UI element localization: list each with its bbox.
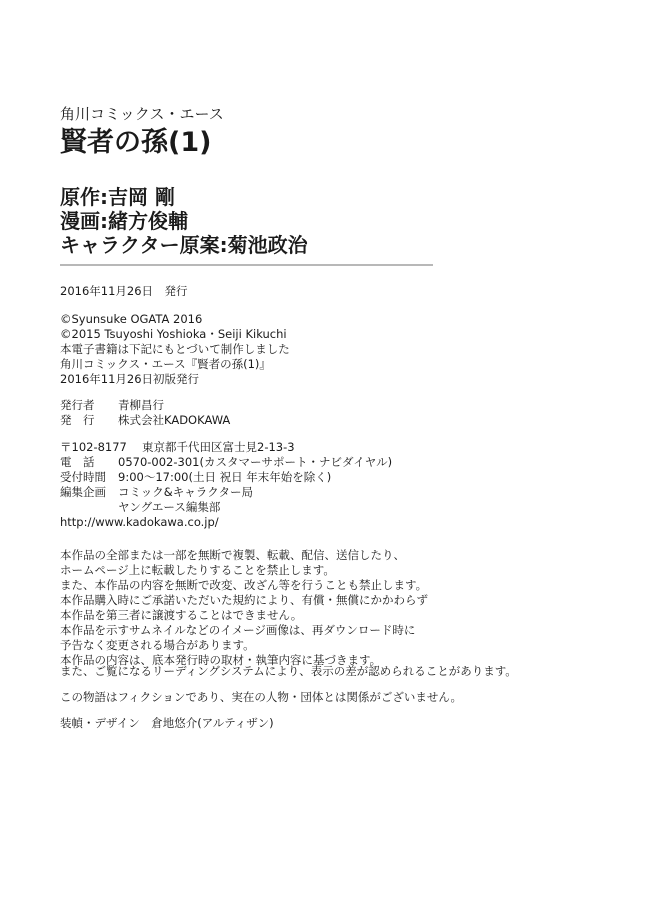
release-date-text: 2016年11月26日 発行 [60,284,188,298]
publisher-row [60,413,230,428]
copyright-line: 2016年11月26日初版発行 [60,372,200,386]
notice-line: 本作品の内容は、底本発行時の取材・執筆内容に基づきます。 [60,653,382,667]
publisher-key: 発 行 [60,413,95,427]
notice-line: 本作品を第三者に譲渡することはできません。 [60,608,303,622]
divider [60,264,433,266]
address-key [60,500,118,515]
notice-line: また、本作品の内容を無断で改変、改ざん等を行うことも禁止します。 [60,578,428,592]
address-value: ヤングエース編集部 [118,500,221,514]
postal-code: 〒102-8177 [60,440,127,454]
credit-original-author: 原作:吉岡 剛 [60,185,175,209]
postal-address: 東京都千代田区富士見2-13-3 [142,440,295,454]
series-label: 角川コミックス・エース [60,105,224,123]
credits [60,185,308,257]
publisher-value: 株式会社KADOKAWA [118,413,231,427]
publisher-block [60,398,230,428]
publisher-key: 発行者 [60,398,95,412]
book-title: 賢者の孫(1) [60,127,212,158]
address-row [60,485,392,500]
website-url: http://www.kadokawa.co.jp/ [60,515,219,529]
notice-line: ホームページ上に転載したりすることを禁止します。 [60,563,335,577]
address-row [60,440,392,455]
credit-manga-artist: 漫画:緒方俊輔 [60,209,188,233]
notices-block [60,548,428,668]
copyright-line: ©Syunsuke OGATA 2016 [60,312,203,326]
address-block [60,440,392,530]
credit-character-design: キャラクター原案:菊池政治 [60,233,308,257]
notice-line: 本作品を示すサムネイルなどのイメージ画像は、再ダウンロード時に [60,623,416,637]
notice-line: 予告なく変更される場合があります。 [60,638,255,652]
notice-line: 本作品購入時にご承諾いただいた規約により、有償・無償にかかわらず [60,593,428,607]
address-value: 9:00～17:00(土日 祝日 年末年始を除く) [118,470,332,484]
address-key: 編集企画 [60,485,106,499]
fiction-notice [60,690,462,705]
reading-system-notice-text: また、ご覧になるリーディングシステムにより、表示の差が認められることがあります。 [60,664,517,678]
address-key: 電 話 [60,455,95,469]
copyright-line: ©2015 Tsuyoshi Yoshioka・Seiji Kikuchi [60,327,287,341]
address-value: 0570-002-301(カスタマーサポート・ナビダイヤル) [118,455,393,469]
notice-line: 本作品の全部または一部を無断で複製、転載、配信、送信したり、 [60,548,405,562]
fiction-notice-text: この物語はフィクションであり、実在の人物・団体とは関係がございません。 [60,690,463,704]
copyright-line: 角川コミックス・エース『賢者の孫(1)』 [60,357,271,371]
design-credit [60,716,274,731]
publisher-row [60,398,230,413]
address-row [60,500,392,515]
reading-system-notice [60,664,517,679]
publisher-value: 青柳昌行 [118,398,164,412]
copyright-line: 本電子書籍は下記にもとづいて制作しました [60,342,290,356]
address-value: コミック&キャラクター局 [118,485,254,499]
copyright-block [60,312,290,387]
address-row [60,455,392,470]
release-date [60,284,188,299]
design-credit-text: 装幀・デザイン 倉地悠介(アルティザン) [60,716,274,730]
address-key: 受付時間 [60,470,106,484]
address-row [60,470,392,485]
